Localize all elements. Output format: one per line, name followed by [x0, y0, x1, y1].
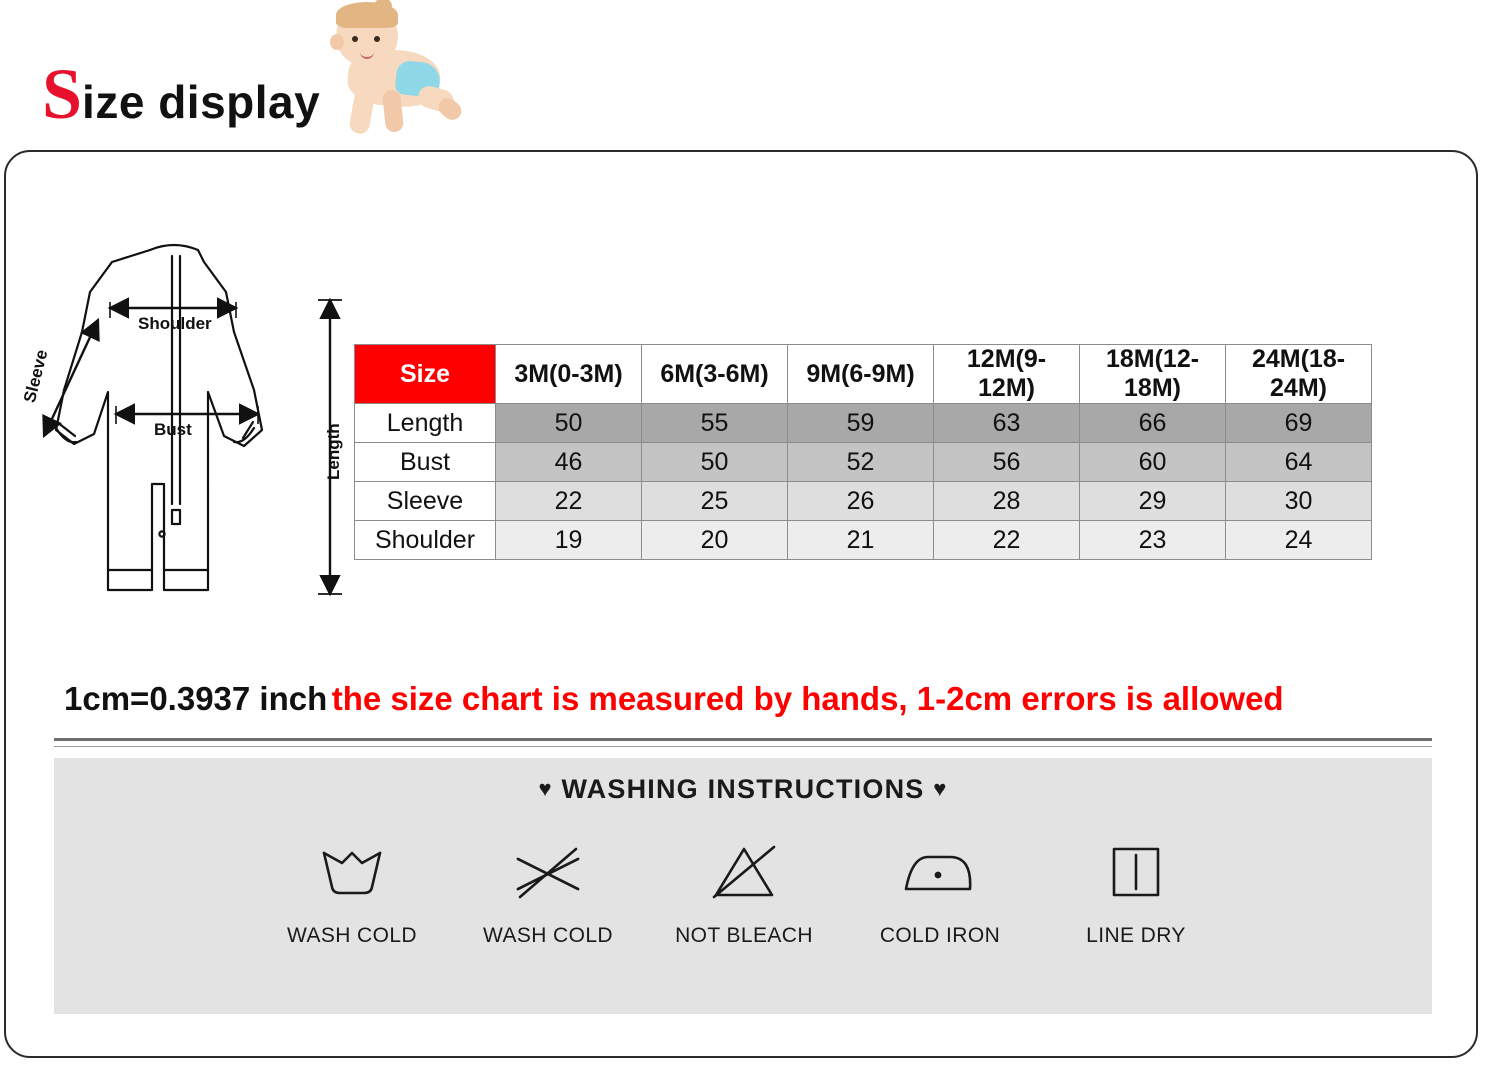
baby-arm-front	[348, 87, 376, 136]
washing-instructions-section	[54, 758, 1432, 1014]
cell: 63	[934, 404, 1080, 443]
row-label: Length	[355, 404, 496, 443]
cell: 19	[496, 521, 642, 560]
cell: 50	[496, 404, 642, 443]
page-title-text: ize display	[82, 76, 321, 128]
page-title	[42, 54, 321, 134]
cell: 50	[642, 443, 788, 482]
divider-thick	[54, 738, 1432, 741]
do-not-wring-icon	[460, 836, 636, 908]
table-header-col-5: 24M(18-24M)	[1226, 345, 1372, 404]
table-header-col-3: 12M(9-12M)	[934, 345, 1080, 404]
washing-icons-row	[264, 836, 1224, 948]
baby-ear	[330, 34, 344, 50]
wash-item-cold-iron	[852, 836, 1028, 948]
table-row	[355, 521, 1372, 560]
label-length: Length	[324, 423, 343, 480]
table-header-col-1: 6M(3-6M)	[642, 345, 788, 404]
cell: 64	[1226, 443, 1372, 482]
table-header-size: Size	[355, 345, 496, 404]
cell: 26	[788, 482, 934, 521]
cell: 28	[934, 482, 1080, 521]
cell: 69	[1226, 404, 1372, 443]
wash-item-do-not-wring	[460, 836, 636, 948]
baby-eye-left	[352, 36, 358, 42]
wash-item-label: NOT BLEACH	[675, 924, 813, 947]
label-sleeve: Sleeve	[20, 347, 52, 405]
wash-item-wash-cold	[264, 836, 440, 948]
measurement-disclaimer-text: the size chart is measured by hands, 1-2cm errors is allowed	[331, 680, 1284, 717]
row-label: Bust	[355, 443, 496, 482]
cell: 21	[788, 521, 934, 560]
wash-item-not-bleach	[656, 836, 832, 948]
table-header-col-2: 9M(6-9M)	[788, 345, 934, 404]
size-chart-table	[354, 344, 1372, 560]
unit-conversion-text: 1cm=0.3937 inch	[64, 680, 328, 717]
crawling-baby-icon	[318, 2, 468, 142]
baby-eye-right	[374, 36, 380, 42]
cell: 25	[642, 482, 788, 521]
cell: 52	[788, 443, 934, 482]
wash-item-label: WASH COLD	[287, 924, 417, 947]
row-label: Shoulder	[355, 521, 496, 560]
row-label: Sleeve	[355, 482, 496, 521]
divider-thin	[54, 746, 1432, 747]
label-shoulder: Shoulder	[138, 314, 212, 333]
table-row	[355, 443, 1372, 482]
wash-cold-icon	[264, 836, 440, 908]
cell: 22	[934, 521, 1080, 560]
wash-item-line-dry	[1048, 836, 1224, 948]
cell: 22	[496, 482, 642, 521]
label-bust: Bust	[154, 420, 192, 439]
table-header-col-4: 18M(12-18M)	[1080, 345, 1226, 404]
cell: 60	[1080, 443, 1226, 482]
cell: 20	[642, 521, 788, 560]
cell: 56	[934, 443, 1080, 482]
washing-instructions-title-text: WASHING INSTRUCTIONS	[561, 774, 925, 804]
measurement-note	[64, 680, 1284, 718]
cell: 59	[788, 404, 934, 443]
cell: 66	[1080, 404, 1226, 443]
cell: 29	[1080, 482, 1226, 521]
heart-icon-left: ♥	[538, 776, 553, 801]
table-row	[355, 482, 1372, 521]
table-header-col-0: 3M(0-3M)	[496, 345, 642, 404]
garment-diagram	[12, 222, 362, 622]
cold-iron-icon	[852, 836, 1028, 908]
table-row	[355, 404, 1372, 443]
page-title-initial: S	[42, 54, 83, 134]
table-header-row	[355, 345, 1372, 404]
cell: 46	[496, 443, 642, 482]
cell: 24	[1226, 521, 1372, 560]
do-not-bleach-icon	[656, 836, 832, 908]
heart-icon-right: ♥	[933, 776, 948, 801]
wash-item-label: WASH COLD	[483, 924, 613, 947]
washing-instructions-title	[54, 774, 1432, 805]
cell: 23	[1080, 521, 1226, 560]
page-header	[0, 0, 1485, 148]
cell: 55	[642, 404, 788, 443]
content-panel	[4, 150, 1478, 1058]
wash-item-label: COLD IRON	[879, 924, 1001, 947]
line-dry-icon	[1048, 836, 1224, 908]
wash-item-label: LINE DRY	[1086, 924, 1186, 947]
cell: 30	[1226, 482, 1372, 521]
